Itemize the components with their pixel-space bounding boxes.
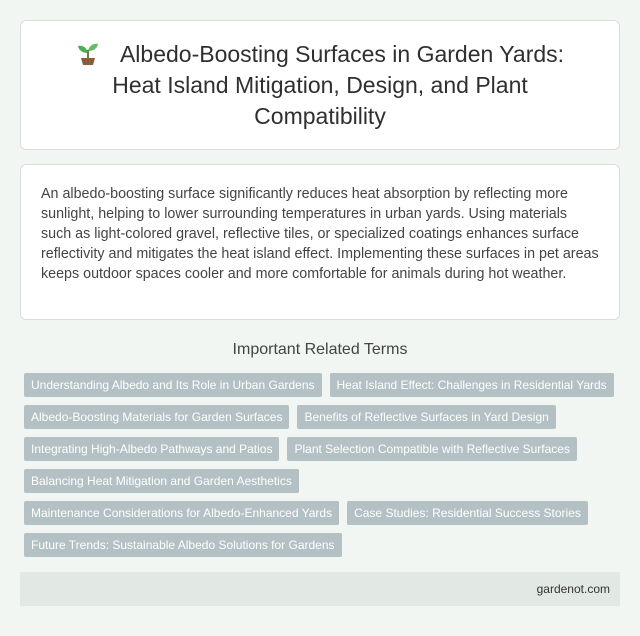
sprout-icon <box>76 39 100 65</box>
description-card <box>20 164 620 320</box>
title-card <box>20 20 620 150</box>
footer-site-link[interactable]: gardenot.com <box>536 582 610 596</box>
related-terms-heading: Important Related Terms <box>232 341 408 358</box>
tag-row <box>24 501 620 525</box>
tag-row <box>24 373 620 397</box>
related-term-tag[interactable]: Heat Island Effect: Challenges in Residential Yards <box>330 373 614 397</box>
description-text: An albedo-boosting surface significantly reduces heat absorption by reflecting more sunlight, helping to lower surrounding temperatures in urban yards. Using materials such as light-colored gravel, reflective tiles, or specialized coatings enhances surface reflectivity and mitigates the heat island effect. Implementing these surfaces in pet areas keeps outdoor spaces cooler and more comfortable for animals during hot weather. <box>41 186 599 282</box>
related-term-tag[interactable]: Albedo-Boosting Materials for Garden Surfaces <box>24 405 289 429</box>
related-term-tag[interactable]: Understanding Albedo and Its Role in Urban Gardens <box>24 373 322 397</box>
related-term-tag[interactable]: Maintenance Considerations for Albedo-Enhanced Yards <box>24 501 339 525</box>
related-term-tag[interactable]: Integrating High-Albedo Pathways and Patios <box>24 437 279 461</box>
related-term-tag[interactable]: Benefits of Reflective Surfaces in Yard Design <box>297 405 555 429</box>
related-term-tag[interactable]: Future Trends: Sustainable Albedo Solutions for Gardens <box>24 533 342 557</box>
tag-row <box>24 405 620 429</box>
related-term-tag[interactable]: Case Studies: Residential Success Stories <box>347 501 588 525</box>
tag-row <box>24 469 620 493</box>
tag-row <box>24 437 620 461</box>
related-term-tag[interactable]: Balancing Heat Mitigation and Garden Aesthetics <box>24 469 299 493</box>
tag-row <box>24 533 620 557</box>
footer <box>20 572 620 606</box>
page-title <box>51 39 589 132</box>
related-term-tag[interactable]: Plant Selection Compatible with Reflective Surfaces <box>287 437 576 461</box>
related-terms-list <box>24 373 620 565</box>
page-title-text: Albedo-Boosting Surfaces in Garden Yards: Heat Island Mitigation, Design, and Plant Compatibility <box>112 40 565 129</box>
